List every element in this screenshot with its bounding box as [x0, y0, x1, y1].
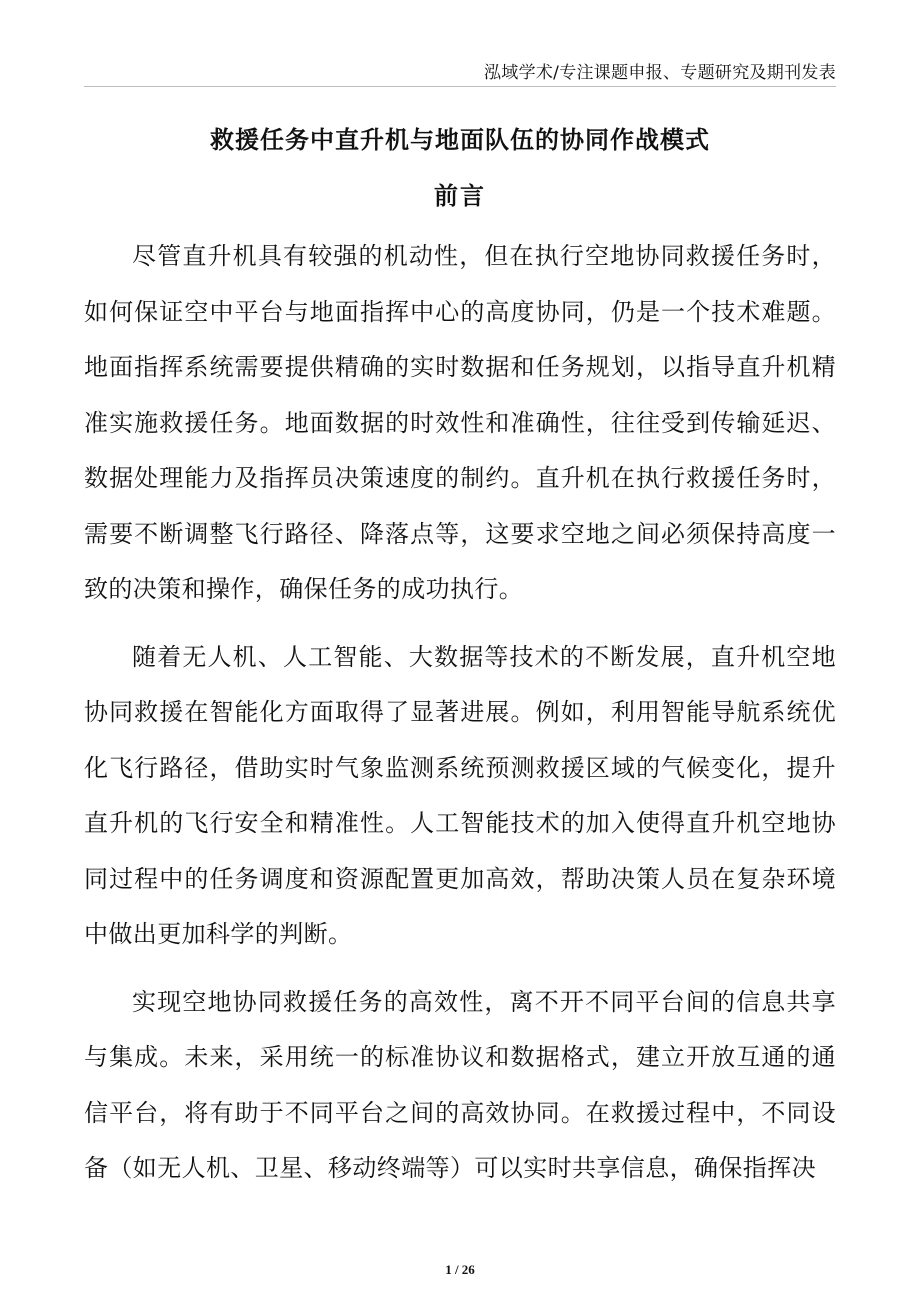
document-body	[84, 229, 836, 1197]
document-title: 救援任务中直升机与地面队伍的协同作战模式	[210, 126, 710, 154]
page-number: 1 / 26	[445, 1262, 475, 1277]
paragraph-1: 尽管直升机具有较强的机动性，但在执行空地协同救援任务时，如何保证空中平台与地面指挥中心的高度协同，仍是一个技术难题。地面指挥系统需要提供精确的实时数据和任务规划，以指导直升机精准实施救援任务。地面数据的时效性和准确性，往往受到传输延迟、数据处理能力及指挥员决策速度的制约。直升机在执行救援任务时，需要不断调整飞行路径、降落点等，这要求空地之间必须保持高度一致的决策和操作，确保任务的成功执行。	[84, 242, 836, 603]
header-divider	[84, 86, 836, 87]
paragraph-2: 随着无人机、人工智能、大数据等技术的不断发展，直升机空地协同救援在智能化方面取得了显著进展。例如，利用智能导航系统优化飞行路径，借助实时气象监测系统预测救援区域的气候变化，提升直升机的飞行安全和精准性。人工智能技术的加入使得直升机空地协同过程中的任务调度和资源配置更加高效，帮助决策人员在复杂环境中做出更加科学的判断。	[84, 642, 836, 948]
page-header-text: 泓域学术/专注课题申报、专题研究及期刊发表	[483, 63, 836, 83]
paragraph-3: 实现空地协同救援任务的高效性，离不开不同平台间的信息共享与集成。未来，采用统一的标准协议和数据格式，建立开放互通的通信平台，将有助于不同平台之间的高效协同。在救援过程中，不同设备（如无人机、卫星、移动终端等）可以实时共享信息，确保指挥决	[84, 987, 836, 1182]
section-heading: 前言	[434, 182, 486, 210]
